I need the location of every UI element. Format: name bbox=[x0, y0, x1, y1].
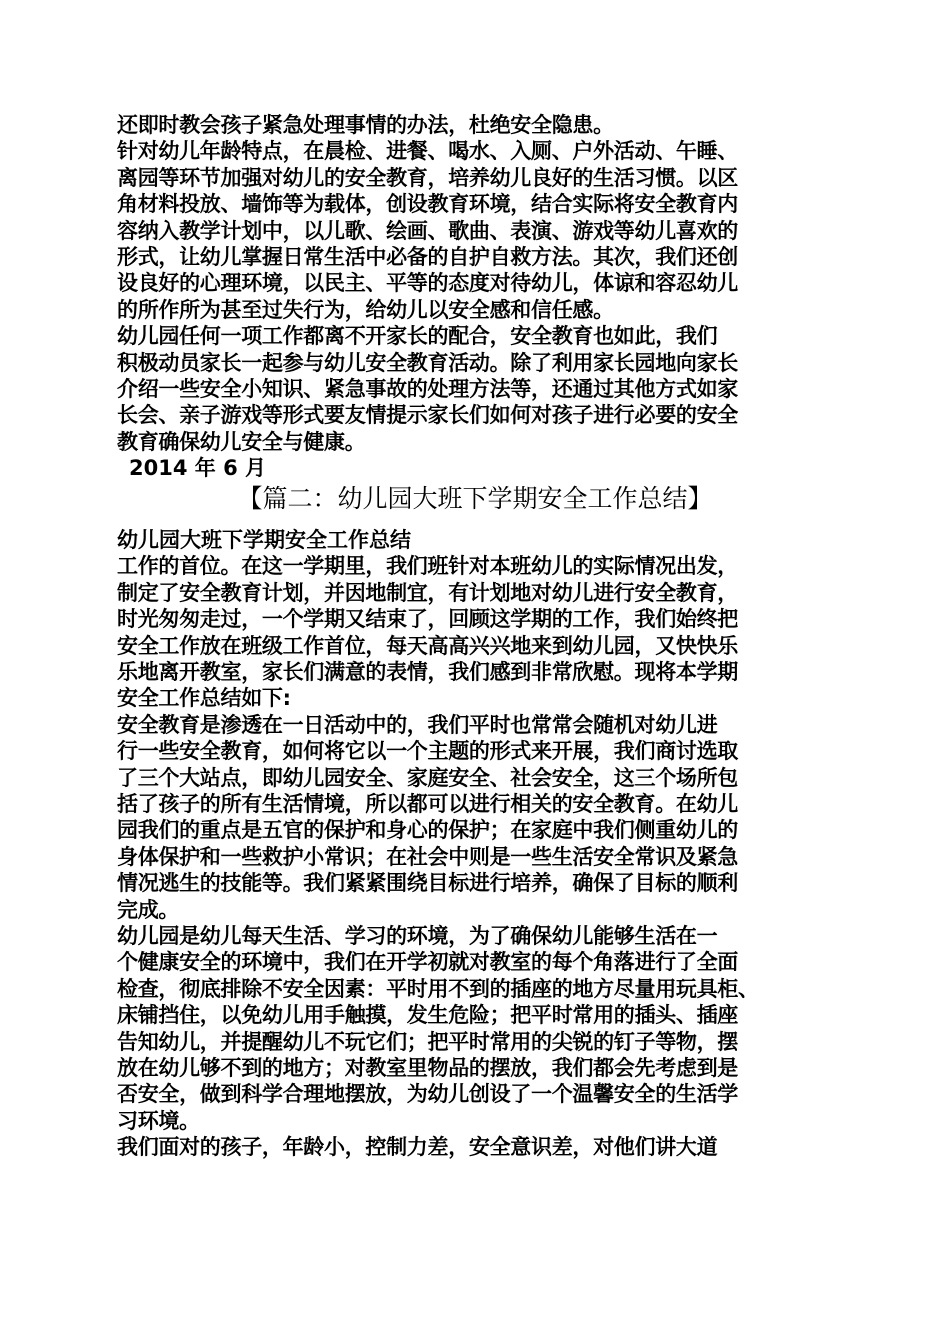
text-line: 容纳入教学计划中，以儿歌、绘画、歌曲、表演、游戏等幼儿喜欢的 bbox=[117, 218, 738, 243]
text-line: 长会、亲子游戏等形式要友情提示家长们如何对孩子进行必要的安全 bbox=[117, 403, 738, 428]
text-line: 离园等环节加强对幼儿的安全教育，培养幼儿良好的生活习惯。以区 bbox=[117, 165, 738, 190]
text-line: 的所作所为甚至过失行为，给幼儿以安全感和信任感。 bbox=[117, 297, 614, 322]
text-line: 安全工作总结如下: bbox=[117, 686, 291, 711]
text-line: 完成。 bbox=[117, 897, 180, 922]
text-line: 积极动员家长一起参与幼儿安全教育活动。除了利用家长园地向家长 bbox=[117, 350, 738, 375]
text-line: 设良好的心理环境，以民主、平等的态度对待幼儿，体谅和容忍幼儿 bbox=[117, 271, 738, 296]
text-line: 个健康安全的环境中，我们在开学初就对教室的每个角落进行了全面 bbox=[117, 950, 738, 975]
text-line: 幼儿园任何一项工作都离不开家长的配合，安全教育也如此，我们 bbox=[117, 324, 718, 349]
text-line: 形式，让幼儿掌握日常生活中必备的自护自救方法。其次，我们还创 bbox=[117, 245, 738, 270]
text-line: 乐地离开教室，家长们满意的表情，我们感到非常欣慰。现将本学期 bbox=[117, 659, 738, 684]
section-2-body bbox=[117, 553, 845, 1160]
text-line: 告知幼儿，并提醒幼儿不玩它们；把平时常用的尖锐的钉子等物，摆 bbox=[117, 1029, 738, 1054]
text-line: 身体保护和一些救护小常识；在社会中则是一些生活安全常识及紧急 bbox=[117, 844, 738, 869]
text-line: 幼儿园是幼儿每天生活、学习的环境，为了确保幼儿能够生活在一 bbox=[117, 923, 718, 948]
text-line: 教育确保幼儿安全与健康。 bbox=[117, 429, 366, 454]
text-line: 介绍一些安全小知识、紧急事故的处理方法等，还通过其他方式如家 bbox=[117, 377, 738, 402]
text-line: 安全工作放在班级工作首位，每天高高兴兴地来到幼儿园，又快快乐 bbox=[117, 633, 738, 658]
text-line: 还即时教会孩子紧急处理事情的办法，杜绝安全隐患。 bbox=[117, 113, 614, 137]
section-1-body bbox=[117, 112, 845, 455]
text-line: 针对幼儿年龄特点，在晨检、进餐、喝水、入厕、户外活动、午睡、 bbox=[117, 139, 738, 164]
document-date: 2014 年 6 月 bbox=[129, 456, 266, 481]
text-line: 情况逃生的技能等。我们紧紧围绕目标进行培养，确保了目标的顺利 bbox=[117, 871, 738, 896]
text-line: 工作的首位。在这一学期里，我们班针对本班幼儿的实际情况出发， bbox=[117, 554, 738, 579]
document-page bbox=[117, 112, 845, 1161]
text-line: 床铺挡住，以免幼儿用手触摸，发生危险；把平时常用的插头、插座 bbox=[117, 1003, 738, 1028]
section-2-subheading: 幼儿园大班下学期安全工作总结 bbox=[117, 528, 411, 553]
text-line: 放在幼儿够不到的地方；对教室里物品的摆放，我们都会先考虑到是 bbox=[117, 1056, 738, 1080]
text-line: 制定了安全教育计划，并因地制宜，有计划地对幼儿进行安全教育， bbox=[117, 580, 738, 605]
text-line: 了三个大站点，即幼儿园安全、家庭安全、社会安全，这三个场所包 bbox=[117, 765, 738, 790]
text-line: 习环境。 bbox=[117, 1108, 200, 1133]
text-line: 园我们的重点是五官的保护和身心的保护；在家庭中我们侧重幼儿的 bbox=[117, 818, 738, 843]
text-line: 否安全，做到科学合理地摆放，为幼儿创设了一个温馨安全的生活学 bbox=[117, 1082, 738, 1107]
text-line: 行一些安全教育，如何将它以一个主题的形式来开展，我们商讨选取 bbox=[117, 739, 738, 764]
text-line: 安全教育是渗透在一日活动中的，我们平时也常常会随机对幼儿进 bbox=[117, 712, 718, 737]
text-line: 括了孩子的所有生活情境，所以都可以进行相关的安全教育。在幼儿 bbox=[117, 791, 738, 816]
text-line: 我们面对的孩子，年龄小，控制力差，安全意识差，对他们讲大道 bbox=[117, 1135, 718, 1160]
text-line: 角材料投放、墙饰等为载体，创设教育环境，结合实际将安全教育内 bbox=[117, 192, 738, 217]
text-line: 检查，彻底排除不安全因素：平时用不到的插座的地方尽量用玩具柜、 bbox=[117, 976, 759, 1001]
section-2-heading: 【篇二：幼儿园大班下学期安全工作总结】 bbox=[237, 484, 713, 514]
text-line: 时光匆匆走过，一个学期又结束了，回顾这学期的工作，我们始终把 bbox=[117, 607, 738, 632]
